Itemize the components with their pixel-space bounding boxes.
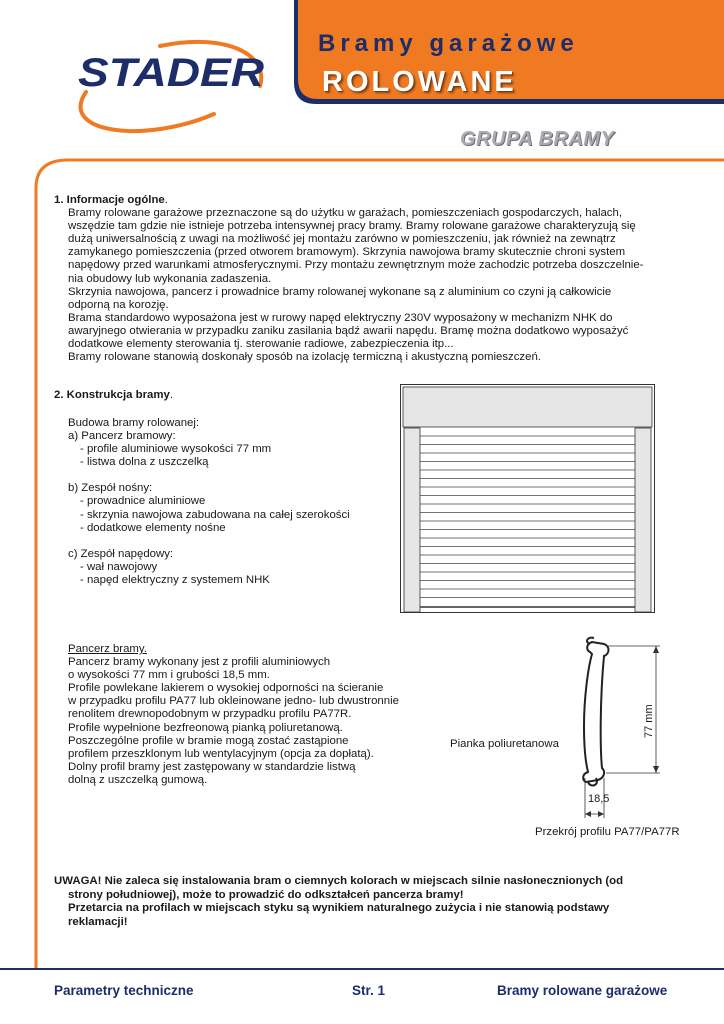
section1-line: nia obudowy lub wykonania zadaszenia. (68, 272, 272, 285)
armor-line: w przypadku profilu PA77 lub okleinowane jedno- lub dwustronnie (68, 695, 399, 708)
section1-line: napędowy przed warunkami atmosferycznymi. Przy montażu zewnętrznym może zachodzic potrzeba doszczelnie- (68, 259, 644, 272)
armor-line: o wysokości 77 mm i grubości 18,5 mm. (68, 669, 270, 682)
group-item: - profile aluminiowe wysokości 77 mm (80, 443, 272, 456)
title-line2: ROLOWANE (322, 66, 517, 98)
group-title: a) Pancerz bramowy: (68, 430, 176, 443)
group-item: - listwa dolna z uszczelką (80, 456, 209, 469)
armor-line: dolną z uszczelką gumową. (68, 773, 208, 786)
figure-caption: Przekrój profilu PA77/PA77R (535, 826, 680, 838)
armor-line: Poszczególne profile w bramie mogą zostać zastąpione (68, 734, 349, 747)
foam-label: Pianka poliuretanowa (450, 738, 559, 750)
warning-line: UWAGA! Nie zaleca się instalowania bram o ciemnych kolorach w miejscach silnie nasłonecznionych (od (54, 875, 624, 887)
section1-line: odporną na korozję. (68, 298, 169, 311)
group-item: - skrzynia nawojowa zabudowana na całej szerokości (80, 508, 350, 521)
group-item: - prowadnice aluminiowe (80, 495, 206, 508)
section1-line: Bramy rolowane garażowe przeznaczone są do użytku w garażach, pomieszczeniach gospodarczych, halach, (68, 207, 623, 220)
footer-page-number: Str. 1 (352, 983, 386, 998)
section-construction-list (54, 417, 384, 587)
section1-line: dodatkowe elementy sterowania tj. sterowanie radiowe, zabezpieczenia itp... (68, 338, 454, 351)
section1-line: dużą uniwersalnością z uwagi na możliwość jej montażu zarówno w pomieszczeniu, jak również na zewnątrz (68, 233, 616, 246)
section1-line: awaryjnego otwierania w przypadku zaniku zasilania bądź awarii napędu. Bramę można dodatkowo wyposażyć (68, 324, 629, 337)
group-item: - wał nawojowy (80, 560, 158, 573)
section1-line: zamykanego pomieszczenia (przed otworem bramowym). Skrzynia nawojowa bramy skutecznie chroni system (68, 246, 626, 259)
section-construction-heading: 2. Konstrukcja bramy. (54, 389, 174, 401)
warning-line: Przetarcia na profilach w miejscach styku są wynikiem naturalnego zużycia i nie stanowią podstawy (68, 902, 610, 915)
logo-text: STADER (78, 51, 265, 95)
footer-right: Bramy rolowane garażowe (497, 983, 668, 998)
section2-heading: 2. Konstrukcja bramy (54, 389, 170, 401)
stader-logo (64, 38, 274, 146)
section1-line: wszędzie tam gdzie nie istnieje potrzeba intensywnej pracy bramy. Bramy rolowane garażowe charakteryzują się (68, 220, 636, 233)
armor-heading: Pancerz bramy. (68, 643, 147, 655)
group-title: b) Zespół nośny: (68, 482, 153, 495)
title-line1: Bramy garażowe (318, 30, 579, 57)
warning-line: strony południowej), może to prowadzić do odkształceń pancerza bramy! (68, 888, 464, 901)
section1-heading: 1. Informacje ogólne (54, 194, 165, 206)
width-dimension-label: 18,5 (588, 793, 610, 805)
grupa-bramy-subtitle: GRUPA BRAMY (460, 128, 615, 150)
section1-line: Brama standardowo wyposażona jest w rurowy napęd elektryczny 230V wyposażony w mechanizm NHK do (68, 311, 613, 324)
armor-line: renolitem drewnopodobnym w przypadku profilu PA77R. (68, 708, 352, 721)
armor-line: Pancerz bramy wykonany jest z profili aluminiowych (68, 656, 331, 669)
armor-line: profilem przeszklonym lub wentylacyjnym (opcja za dopłatą). (68, 747, 374, 760)
group-item: - napęd elektryczny z systemem NHK (80, 573, 270, 586)
profile-cross-section (570, 628, 670, 824)
armor-line: Profile wypełnione bezfreonową pianką poliuretanową. (68, 721, 343, 734)
section-general-info: 1. Informacje ogólne. Bramy rolowane garażowe przeznaczone są do użytku w garażach, pomieszczeniach gospodarczych, halach, wszędzie tam gdzie nie istnieje potrzeba intensywnej pracy bramy. Bramy rolowane garażowe charakteryzują się dużą uniwersalnością z uwagi na możliwość jej montażu zarówno w pomieszczeniu, jak również na zewnątrz zamykanego pomieszczenia (przed otworem bramowym). Skrzynia nawojowa bramy skutecznie chroni system napędowy przed warunkami atmosferycznymi. Przy montażu zewnętrznym może zachodzic potrzeba doszczelnie- nia obudowy lub wykonania zadaszenia. Skrzynia nawojowa, pancerz i prowadnice bramy rolowanej wykonane są z aluminium co czyni ją całkowicie odporną na korozję. Brama standardowo wyposażona jest w rurowy napęd elektryczny 230V wyposażony w mechanizm NHK do awaryjnego otwierania w przypadku zaniku zasilania bądź awarii napędu. Bramę można dodatkowo wyposażyć dodatkowe elementy sterowania tj. sterowanie radiowe, zabezpieczenia itp... Bramy rolowane stanowią doskonały sposób na izolację termiczną i akustyczną pomieszczeń. (54, 194, 694, 364)
section2-intro: Budowa bramy rolowanej: (68, 417, 200, 429)
section1-line: Skrzynia nawojowa, pancerz i prowadnice bramy rolowanej wykonane są z aluminium co czyni ją całkowicie (68, 285, 612, 298)
height-dimension-label: 77 mm (643, 704, 655, 738)
armor-line: Profile powlekane lakierem o wysokiej odporności na ścieranie (68, 682, 384, 695)
warning-note (54, 875, 684, 929)
footer-left: Parametry techniczne (54, 983, 194, 998)
roller-door-illustration (400, 384, 656, 624)
warning-line: reklamacji! (68, 915, 128, 928)
group-item: - dodatkowe elementy nośne (80, 521, 226, 534)
group-title: c) Zespół napędowy: (68, 547, 174, 560)
section1-line: Bramy rolowane stanowią doskonały sposób na izolację termiczną i akustyczną pomieszczeń. (68, 351, 541, 364)
section-armor (54, 643, 424, 787)
armor-line: Dolny profil bramy jest zastępowany w standardzie listwą (68, 760, 356, 773)
footer-divider (0, 968, 724, 970)
